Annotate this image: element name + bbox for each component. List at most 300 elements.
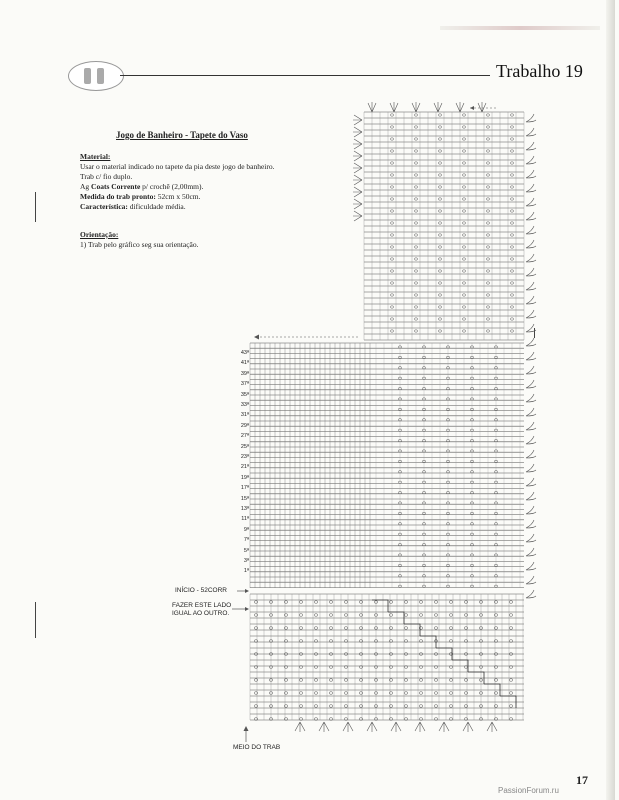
chain-stitch (494, 601, 498, 604)
chain-stitch (284, 614, 288, 617)
chain-stitch (390, 222, 393, 224)
chain-stitch (486, 198, 489, 200)
chain-stitch (434, 601, 438, 604)
fan-edging (319, 722, 329, 732)
chain-stitch (344, 614, 348, 617)
chain-stitch (414, 126, 417, 128)
chain-stitch (359, 627, 363, 630)
row-number: 21ª (240, 464, 249, 471)
chain-stitch (299, 679, 303, 682)
chain-stitch (419, 614, 423, 617)
chain-stitch (359, 692, 363, 695)
chain-stitch (438, 282, 441, 284)
chain-stitch (414, 210, 417, 212)
pattern-heading: Jogo de Banheiro - Tapete do Vaso (116, 130, 248, 140)
chain-stitch (390, 186, 393, 188)
chain-stitch (414, 186, 417, 188)
chain-stitch (486, 222, 489, 224)
chain-stitch (314, 627, 318, 630)
chain-stitch (329, 679, 333, 682)
chain-stitch (299, 601, 303, 604)
chain-stitch (510, 114, 513, 116)
chain-stitch (414, 234, 417, 236)
direction-arrow-head (470, 106, 474, 110)
chain-stitch (390, 138, 393, 140)
chain-stitch (254, 692, 258, 695)
chain-stitch (389, 601, 393, 604)
chain-stitch (438, 126, 441, 128)
chain-stitch (462, 222, 465, 224)
shell-edging (526, 170, 536, 178)
shell-edging (526, 184, 536, 192)
chain-stitch (419, 692, 423, 695)
chain-stitch (510, 150, 513, 152)
fan-edging (353, 127, 362, 137)
chain-stitch (344, 692, 348, 695)
chain-stitch (510, 234, 513, 236)
chain-stitch (449, 627, 453, 630)
chain-stitch (404, 692, 408, 695)
chain-stitch (434, 614, 438, 617)
fan-edging (353, 175, 362, 185)
fan-edging (391, 722, 401, 732)
chain-stitch (486, 294, 489, 296)
chain-stitch (494, 692, 498, 695)
side-note-line-1: FAZER ESTE LADO (172, 602, 232, 609)
shell-edging (526, 436, 536, 444)
chain-stitch (510, 330, 513, 332)
chain-stitch (462, 234, 465, 236)
chain-stitch (438, 330, 441, 332)
chain-stitch (329, 614, 333, 617)
shell-edging (526, 254, 536, 262)
fan-edging (353, 163, 362, 173)
chain-stitch (390, 234, 393, 236)
chain-stitch (419, 679, 423, 682)
watermark: PassionForum.ru (498, 786, 559, 795)
shell-edging (526, 114, 536, 122)
fan-edging (367, 722, 377, 732)
chain-stitch (438, 294, 441, 296)
chain-stitch (510, 126, 513, 128)
page-number: 17 (576, 773, 588, 787)
shell-edging (526, 394, 536, 402)
chain-stitch (414, 198, 417, 200)
row-number: 11ª (241, 516, 249, 523)
chain-stitch (414, 246, 417, 248)
chain-stitch (299, 692, 303, 695)
chain-stitch (414, 282, 417, 284)
chain-stitch (434, 705, 438, 708)
chain-stitch (390, 198, 393, 200)
chain-stitch (390, 282, 393, 284)
chain-stitch (462, 150, 465, 152)
chain-stitch (486, 162, 489, 164)
chain-stitch (462, 258, 465, 260)
chain-stitch (462, 294, 465, 296)
chain-stitch (510, 258, 513, 260)
fan-edging (353, 139, 362, 149)
chain-stitch (438, 174, 441, 176)
chain-stitch (509, 627, 513, 630)
chain-stitch (414, 162, 417, 164)
orientation-step-1: 1) Trab pelo gráfico seg sua orientação. (80, 240, 199, 249)
shell-edging (526, 534, 536, 542)
chain-stitch (314, 601, 318, 604)
chain-stitch (509, 601, 513, 604)
chain-stitch (449, 679, 453, 682)
chain-stitch (414, 114, 417, 116)
chain-stitch (284, 679, 288, 682)
chain-stitch (344, 705, 348, 708)
chain-stitch (462, 186, 465, 188)
chain-stitch (486, 186, 489, 188)
chain-stitch (414, 318, 417, 320)
row-number: 31ª (240, 412, 249, 419)
chain-stitch (486, 282, 489, 284)
row-number: 23ª (240, 454, 249, 460)
chain-stitch (486, 234, 489, 236)
chain-stitch (404, 705, 408, 708)
chain-stitch (359, 601, 363, 604)
material-label: Material: (80, 152, 111, 161)
chain-stitch (486, 330, 489, 332)
chain-stitch (344, 679, 348, 682)
chain-stitch (314, 614, 318, 617)
row-number: 17ª (240, 485, 249, 492)
chain-stitch (404, 679, 408, 682)
chain-stitch (404, 601, 408, 604)
row-number: 41ª (240, 360, 249, 367)
row-number: 13ª (240, 506, 249, 512)
chain-stitch (462, 162, 465, 164)
chain-stitch (486, 246, 489, 248)
chain-stitch (284, 627, 288, 630)
material-line-1: Usar o material indicado no tapete da pia deste jogo de banheiro. (80, 162, 275, 171)
chain-stitch (314, 679, 318, 682)
chain-stitch (462, 114, 465, 116)
fan-edging (353, 199, 362, 209)
chain-stitch (414, 270, 417, 272)
chain-stitch (389, 705, 393, 708)
chain-stitch (329, 705, 333, 708)
chain-stitch (486, 306, 489, 308)
shell-edging (526, 128, 536, 136)
chain-stitch (510, 138, 513, 140)
chain-stitch (486, 174, 489, 176)
page-title: Trabalho 19 (496, 61, 583, 81)
shell-edging (526, 450, 536, 458)
chain-stitch (414, 330, 417, 332)
chain-stitch (510, 318, 513, 320)
chain-stitch (414, 138, 417, 140)
chain-stitch (389, 614, 393, 617)
chain-stitch (449, 601, 453, 604)
chain-stitch (464, 627, 468, 630)
fan-edging (439, 722, 449, 732)
fan-edging (353, 211, 362, 221)
chain-stitch (494, 705, 498, 708)
chain-stitch (390, 174, 393, 176)
material-line-3: Ag Coats Corrente p/ crochê (2,00mm). (80, 182, 204, 191)
fan-edging (353, 187, 362, 197)
chain-stitch (344, 627, 348, 630)
chain-stitch (510, 222, 513, 224)
chain-stitch (390, 270, 393, 272)
chain-stitch (438, 270, 441, 272)
chain-stitch (434, 627, 438, 630)
fan-edging (434, 102, 442, 112)
fan-edging (353, 151, 362, 161)
chain-stitch (299, 614, 303, 617)
shell-edging (526, 576, 536, 584)
shell-edging (526, 422, 536, 430)
chain-stitch (254, 679, 258, 682)
shell-edging (526, 520, 536, 528)
fan-edging (390, 102, 398, 112)
chain-stitch (486, 114, 489, 116)
chain-stitch (510, 210, 513, 212)
chain-stitch (449, 692, 453, 695)
shell-edging (526, 282, 536, 290)
chain-stitch (486, 258, 489, 260)
chain-stitch (464, 705, 468, 708)
chain-stitch (390, 294, 393, 296)
chain-stitch (510, 294, 513, 296)
middle-label: MEIO DO TRAB (233, 744, 281, 751)
chain-stitch (462, 330, 465, 332)
chain-stitch (414, 294, 417, 296)
shell-edging (526, 590, 536, 598)
chain-stitch (464, 692, 468, 695)
shell-edging (526, 464, 536, 472)
shell-edging (526, 310, 536, 318)
chain-stitch (462, 126, 465, 128)
chain-stitch (510, 270, 513, 272)
chain-stitch (462, 318, 465, 320)
chain-stitch (299, 627, 303, 630)
finished-size: Medida do trab pronto: 52cm x 50cm. (80, 192, 201, 201)
row-number: 33ª (240, 402, 249, 408)
chain-stitch (389, 627, 393, 630)
shell-edging (526, 156, 536, 164)
row-number: 35ª (240, 391, 249, 398)
chain-stitch (438, 246, 441, 248)
shell-edging (526, 296, 536, 304)
row-number: 3ª (243, 558, 249, 564)
chain-stitch (509, 692, 513, 695)
row-number: 7ª (243, 537, 249, 544)
chain-stitch (299, 705, 303, 708)
chain-stitch (390, 246, 393, 248)
chain-stitch (438, 162, 441, 164)
chain-stitch (359, 679, 363, 682)
chain-stitch (390, 150, 393, 152)
chain-stitch (344, 601, 348, 604)
row-number: 25ª (240, 443, 249, 450)
chain-stitch (404, 614, 408, 617)
chain-stitch (464, 679, 468, 682)
chain-stitch (510, 162, 513, 164)
chain-stitch (414, 174, 417, 176)
shell-edging (526, 562, 536, 570)
chain-stitch (510, 174, 513, 176)
row-number: 37ª (240, 381, 249, 388)
row-number: 19ª (240, 474, 249, 481)
fan-edging (353, 115, 362, 125)
shell-edging (526, 506, 536, 514)
fan-edging (463, 722, 473, 732)
chain-stitch (449, 614, 453, 617)
chain-stitch (254, 601, 258, 604)
fan-edging (295, 722, 305, 732)
row-number: 43ª (240, 350, 249, 356)
chain-stitch (284, 692, 288, 695)
chain-stitch (390, 306, 393, 308)
row-number: 5ª (243, 547, 249, 554)
chain-stitch (486, 210, 489, 212)
row-number: 27ª (240, 433, 249, 440)
chain-stitch (389, 679, 393, 682)
chain-stitch (438, 138, 441, 140)
chain-stitch (464, 614, 468, 617)
chain-stitch (359, 705, 363, 708)
start-label: INÍCIO - 52CORR (175, 587, 228, 594)
chain-stitch (359, 614, 363, 617)
chain-stitch (510, 198, 513, 200)
shell-edging (526, 198, 536, 206)
shell-edging (526, 366, 536, 374)
chain-stitch (509, 705, 513, 708)
chain-stitch (510, 186, 513, 188)
chain-stitch (510, 306, 513, 308)
chain-stitch (464, 601, 468, 604)
chain-stitch (390, 162, 393, 164)
shell-edging (526, 324, 536, 332)
chain-stitch (329, 692, 333, 695)
chain-stitch (438, 306, 441, 308)
chain-stitch (438, 318, 441, 320)
chain-stitch (486, 270, 489, 272)
chain-stitch (462, 282, 465, 284)
shell-edging (526, 492, 536, 500)
chain-stitch (254, 614, 258, 617)
chain-stitch (390, 318, 393, 320)
chain-stitch (462, 210, 465, 212)
chain-stitch (254, 627, 258, 630)
chain-stitch (509, 614, 513, 617)
shell-edging (526, 268, 536, 276)
chain-stitch (438, 114, 441, 116)
row-number: 29ª (240, 422, 249, 429)
chain-stitch (390, 330, 393, 332)
row-number: 9ª (243, 526, 249, 533)
chain-stitch (438, 198, 441, 200)
chain-stitch (510, 246, 513, 248)
chain-stitch (314, 692, 318, 695)
direction-arrow-head (254, 335, 259, 340)
chain-stitch (462, 174, 465, 176)
fan-edging (343, 722, 353, 732)
chain-stitch (438, 186, 441, 188)
middle-arrow-head (244, 726, 249, 731)
chain-stitch (462, 138, 465, 140)
fan-edging (368, 102, 376, 112)
side-note-arrow-head (245, 607, 249, 611)
chain-stitch (389, 692, 393, 695)
row-number: 1ª (243, 568, 249, 575)
shell-edging (526, 142, 536, 150)
chain-stitch (449, 705, 453, 708)
fan-edging (415, 722, 425, 732)
chain-stitch (434, 692, 438, 695)
shell-edging (526, 380, 536, 388)
chain-stitch (390, 258, 393, 260)
chain-stitch (494, 627, 498, 630)
chain-stitch (462, 270, 465, 272)
chain-stitch (414, 306, 417, 308)
chain-stitch (419, 705, 423, 708)
shell-edging (526, 408, 536, 416)
chain-stitch (438, 222, 441, 224)
chain-stitch (438, 210, 441, 212)
shell-edging (526, 240, 536, 248)
material-line-2: Trab c/ fio duplo. (80, 172, 133, 181)
chain-stitch (486, 318, 489, 320)
fan-edging (478, 102, 486, 112)
row-number: 15ª (240, 495, 249, 502)
chain-stitch (390, 126, 393, 128)
chain-stitch (509, 679, 513, 682)
fan-edging (456, 102, 464, 112)
chain-stitch (486, 150, 489, 152)
chain-stitch (254, 705, 258, 708)
shell-edging (526, 212, 536, 220)
chain-stitch (314, 705, 318, 708)
row-number: 39ª (240, 370, 249, 377)
chain-stitch (510, 282, 513, 284)
chain-stitch (390, 210, 393, 212)
chain-stitch (462, 246, 465, 248)
chain-stitch (438, 234, 441, 236)
shell-edging (526, 548, 536, 556)
side-note-line-2: IGUAL AO OUTRO. (172, 610, 230, 617)
chain-stitch (414, 222, 417, 224)
difficulty: Característica: dificuldade média. (80, 202, 186, 211)
shell-edging (526, 352, 536, 360)
chain-stitch (486, 126, 489, 128)
chain-stitch (494, 614, 498, 617)
chain-stitch (462, 306, 465, 308)
chain-stitch (414, 150, 417, 152)
chain-stitch (419, 601, 423, 604)
chain-stitch (390, 114, 393, 116)
chain-stitch (284, 601, 288, 604)
chain-stitch (329, 601, 333, 604)
shell-edging (526, 226, 536, 234)
chain-stitch (462, 198, 465, 200)
shell-edging (526, 338, 536, 346)
fan-edging (412, 102, 420, 112)
chain-stitch (414, 258, 417, 260)
orientation-label: Orientação: (80, 230, 119, 239)
fan-edging (487, 722, 497, 732)
chain-stitch (404, 627, 408, 630)
chain-stitch (486, 138, 489, 140)
chain-stitch (434, 679, 438, 682)
chain-stitch (284, 705, 288, 708)
chain-stitch (494, 679, 498, 682)
